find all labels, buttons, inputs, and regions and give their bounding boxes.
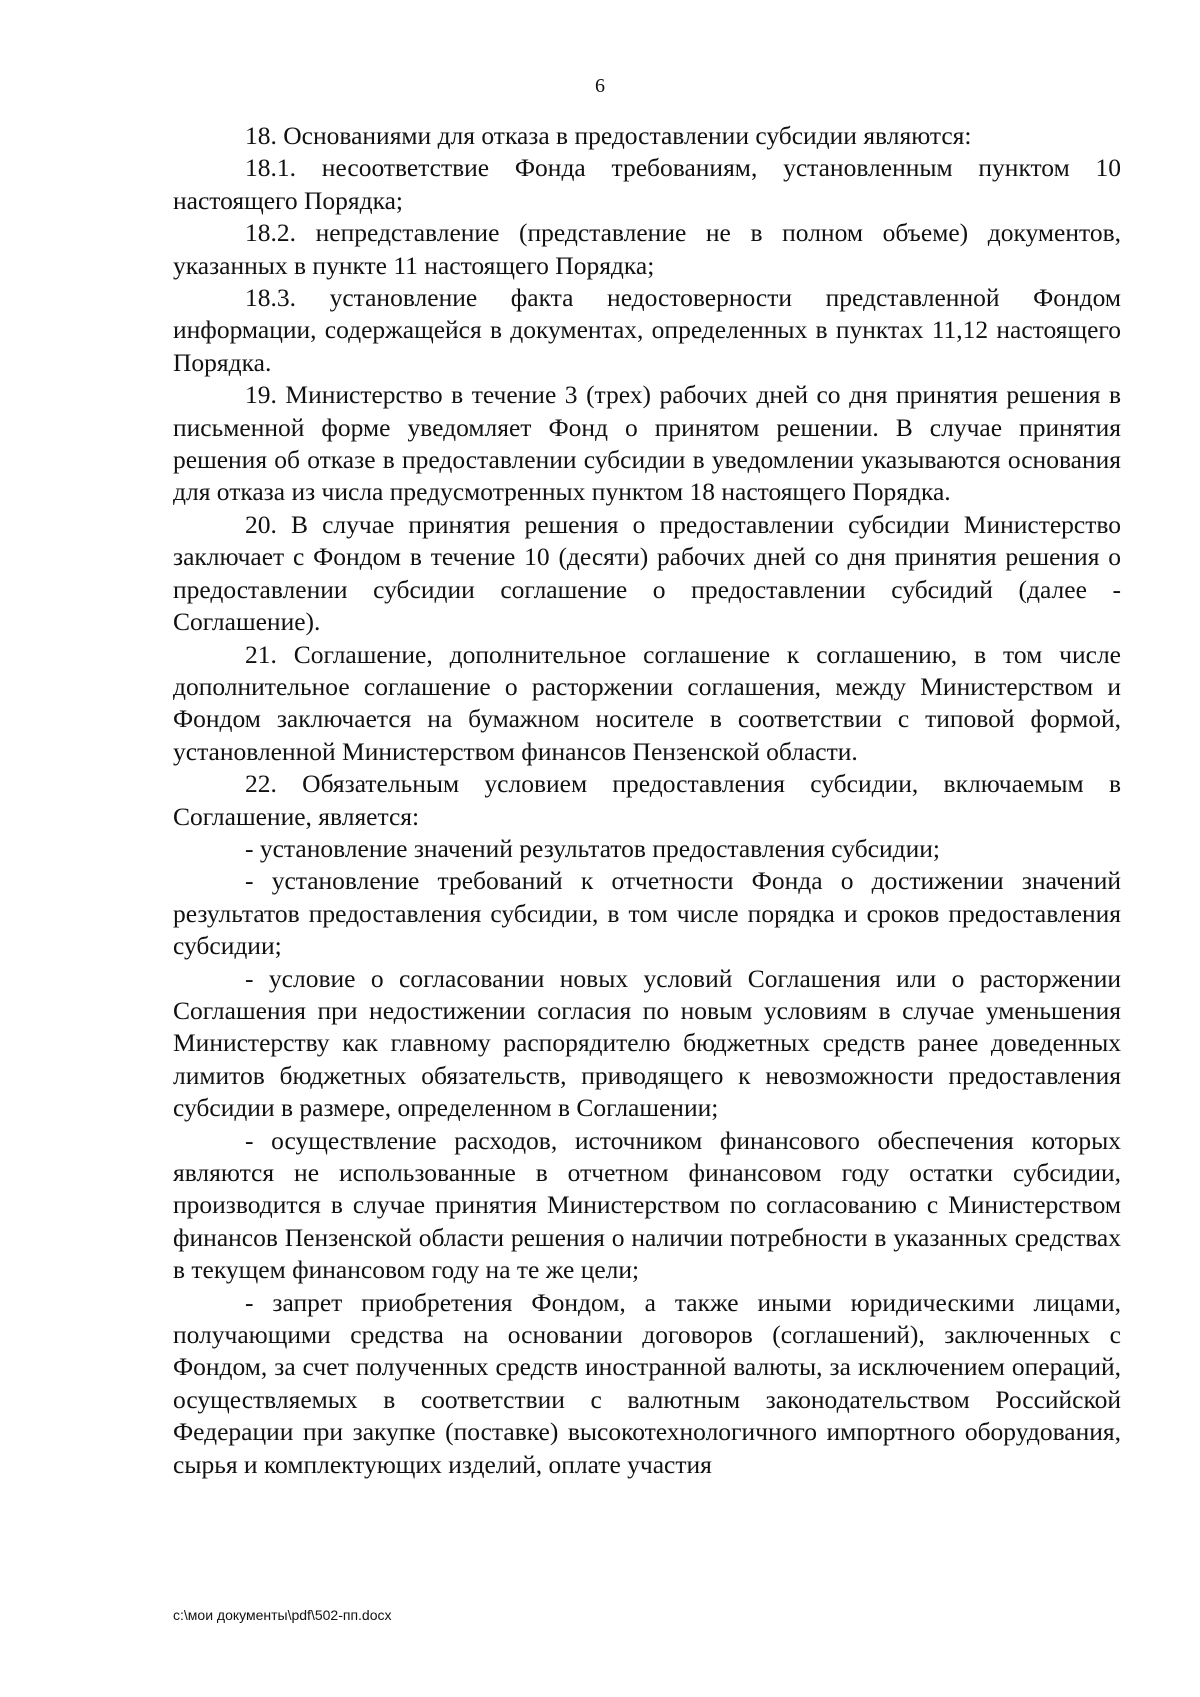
- list-item-agreement-terms: - условие о согласовании новых условий Соглашения или о расторжении Соглашения при недостижении согласия по новым условиям в случае уменьшения Министерству как главному распорядителю бюджетных средств ранее доведенных лимитов бюджетных обязательств, приводящего к невозможности предоставления субсидии в размере, определенном в Соглашении;: [173, 963, 1121, 1123]
- paragraph-18-1: 18.1. несоответствие Фонда требованиям, установленным пунктом 10 настоящего Порядка;: [173, 153, 1121, 215]
- list-item-currency-ban: - запрет приобретения Фондом, а также иными юридическими лицами, получающими средства на основании договоров (соглашений), заключенных с Фондом, за счет полученных средств иностранной валюты, за исключением операций, осуществляемых в соответствии с валютным законодательством Российской Федерации при закупке (поставке) высокотехнологичного импортного оборудования, сырья и комплектующих изделий, оплате участия: [173, 1287, 1121, 1479]
- paragraph-18-3: 18.3. установление факта недостоверности представленной Фондом информации, содержащейся в документах, определенных в пунктах 11,12 настоящего Порядка.: [173, 283, 1121, 377]
- list-item-reporting: - установление требований к отчетности Фонда о достижении значений результатов предоставления субсидии, в том числе порядка и сроков предоставления субсидии;: [173, 866, 1121, 961]
- list-item-results: - установление значений результатов предоставления субсидии;: [245, 833, 940, 863]
- paragraph-20: 20. В случае принятия решения о предоставлении субсидии Министерство заключает с Фондом в течение 10 (десяти) рабочих дней со дня принятия решения о предоставлении субсидии соглашение о предоставлении субсидий (далее - Соглашение).: [173, 509, 1121, 637]
- document-body: [173, 120, 1121, 1481]
- footer-file-path: c:\мои документы\pdf\502-пп.docx: [173, 1607, 392, 1623]
- page-number: 6: [595, 75, 605, 97]
- paragraph-18-2: 18.2. непредставление (представление не в полном объеме) документов, указанных в пункте 11 настоящего Порядка;: [173, 218, 1121, 280]
- paragraph-22: 22. Обязательным условием предоставления субсидии, включаемым в Соглашение, является:: [173, 769, 1121, 831]
- paragraph-21: 21. Соглашение, дополнительное соглашение к соглашению, в том числе дополнительное соглашение о расторжении соглашения, между Министерством и Фондом заключается на бумажном носителе в соответствии с типовой формой, установленной Министерством финансов Пензенской области.: [173, 639, 1121, 766]
- paragraph-18: 18. Основаниями для отказа в предоставлении субсидии являются:: [245, 121, 972, 150]
- list-item-remaining-funds: - осуществление расходов, источником финансового обеспечения которых являются не использованные в отчетном финансовом году остатки субсидии, производится в случае принятия Министерством по согласованию с Министерством финансов Пензенской области решения о наличии потребности в указанных средствах в текущем финансовом году на те же цели;: [173, 1125, 1121, 1285]
- paragraph-19: 19. Министерство в течение 3 (трех) рабочих дней со дня принятия решения в письменной форме уведомляет Фонд о принятом решении. В случае принятия решения об отказе в предоставлении субсидии в уведомлении указываются основания для отказа из числа предусмотренных пунктом 18 настоящего Порядка.: [173, 380, 1121, 507]
